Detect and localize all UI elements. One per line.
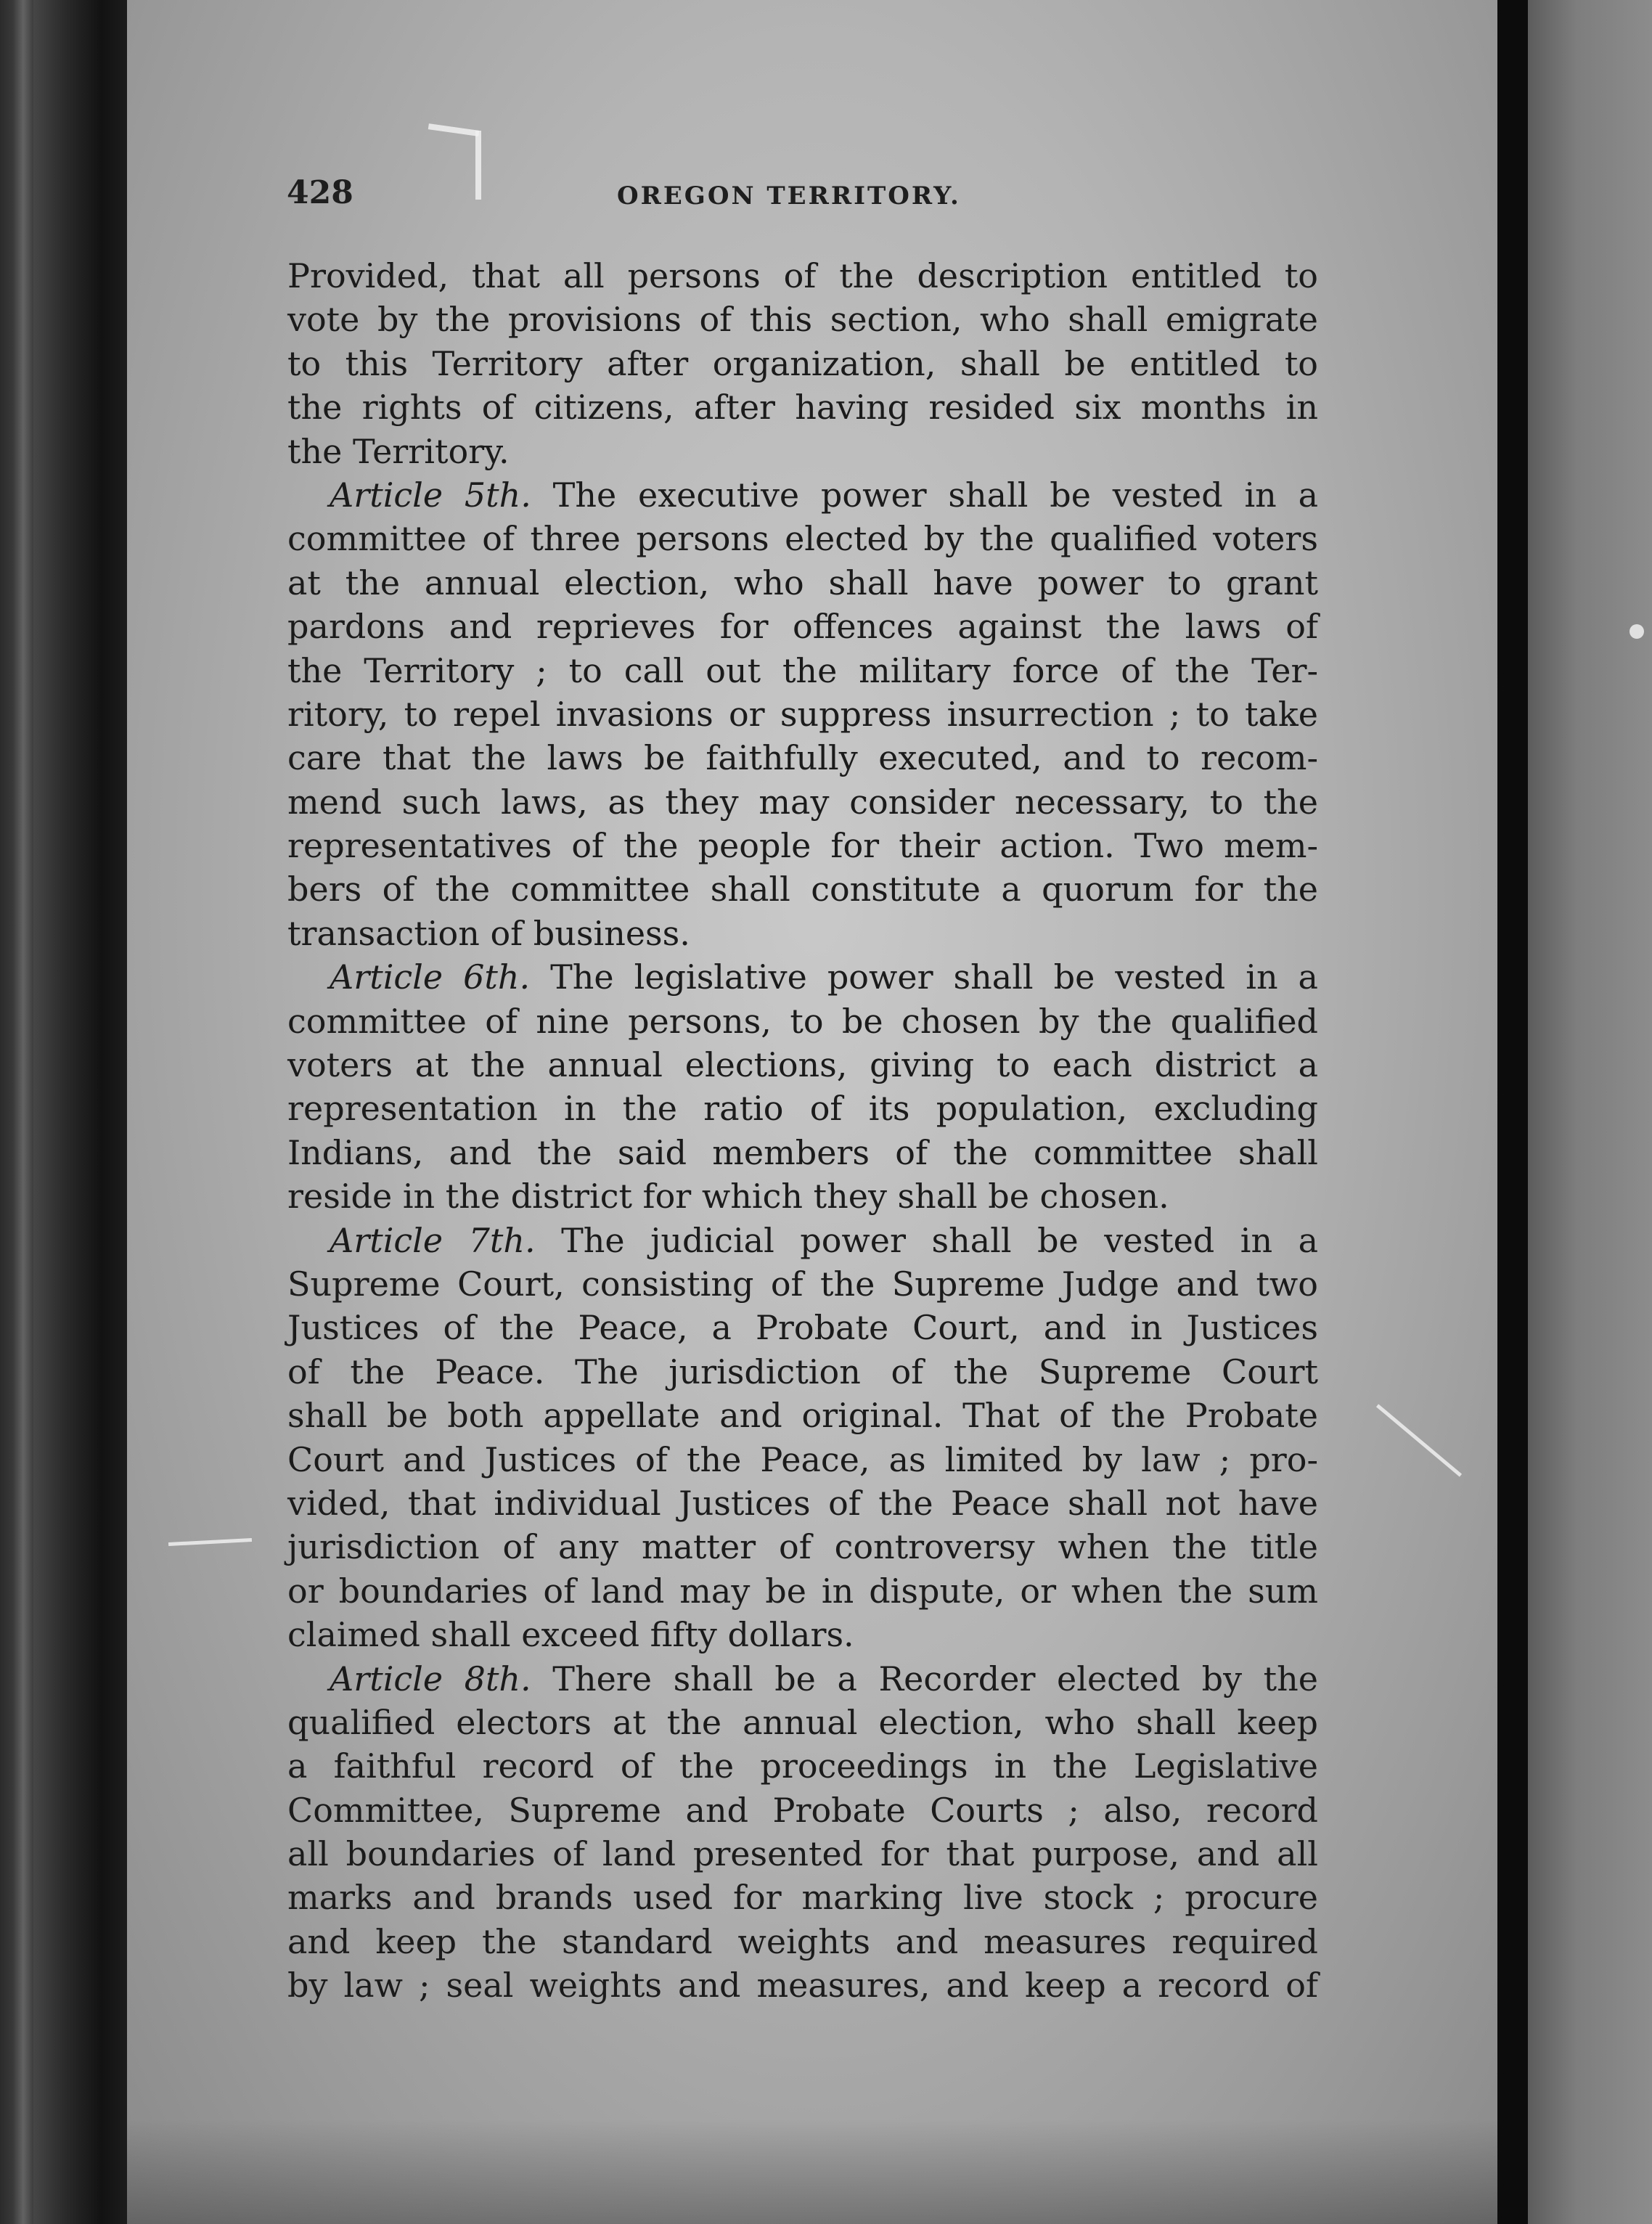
text-line: claimed shall exceed fifty dollars. xyxy=(287,1615,854,1655)
text-line: Committee, Supreme and Probate Courts ; also, record xyxy=(287,1790,1318,1830)
text-line: Justices of the Peace, a Probate Court, and in Justices xyxy=(287,1308,1318,1348)
text-line: representation in the ratio of its population, excluding xyxy=(287,1089,1318,1129)
article-label: Article 5th. xyxy=(330,475,531,515)
facing-page-edge xyxy=(1528,0,1652,2224)
text-line: of the Peace. The jurisdiction of the Supreme Court xyxy=(287,1352,1318,1391)
text-line: and keep the standard weights and measures required xyxy=(287,1921,1318,1961)
article-heading-line: Article 6th. The legislative power shall be vested in a xyxy=(330,957,1318,997)
text-line: by law ; seal weights and measures, and keep a record of xyxy=(287,1966,1318,2006)
text-line: jurisdiction of any matter of controversy when the title xyxy=(287,1527,1318,1567)
article-label: Article 7th. xyxy=(330,1220,536,1260)
text-line: transaction of business. xyxy=(287,913,690,953)
text-line: marks and brands used for marking live stock ; procure xyxy=(287,1878,1318,1918)
text-line: Court and Justices of the Peace, as limited by law ; pro- xyxy=(287,1439,1318,1479)
scratch-mark xyxy=(1629,624,1644,639)
text-line: representatives of the people for their action. Two mem- xyxy=(287,826,1318,866)
text-line: the rights of citizens, after having resided six months in xyxy=(287,388,1318,428)
page-title: OREGON TERRITORY. xyxy=(617,181,961,210)
text-line: pardons and reprieves for offences against the laws of xyxy=(287,607,1318,647)
article-heading-line: Article 7th. The judicial power shall be vested in a xyxy=(330,1220,1318,1260)
text-line: vote by the provisions of this section, who shall emigrate xyxy=(287,300,1318,340)
body-text xyxy=(287,254,1318,2008)
text-line: the Territory ; to call out the military force of the Ter- xyxy=(287,650,1318,690)
text-line: all boundaries of land presented for that purpose, and all xyxy=(287,1834,1318,1874)
text-line: at the annual election, who shall have power to grant xyxy=(287,563,1318,602)
page-number: 428 xyxy=(287,174,353,211)
left-page-edge-strip xyxy=(13,0,33,2224)
running-head xyxy=(287,174,1317,218)
text-line: Indians, and the said members of the committee shall xyxy=(287,1132,1318,1172)
text-line: a faithful record of the proceedings in the Legislative xyxy=(287,1746,1318,1786)
text-line: care that the laws be faithfully executed, and to recom- xyxy=(287,738,1318,778)
text-line: bers of the committee shall constitute a quorum for the xyxy=(287,870,1318,909)
article-heading-line: Article 8th. There shall be a Recorder elected by the xyxy=(330,1659,1318,1698)
text-line: mend such laws, as they may consider necessary, to the xyxy=(287,782,1318,822)
right-gutter-shadow xyxy=(1497,0,1528,2224)
bottom-page-shadow xyxy=(127,2119,1497,2224)
text-line: or boundaries of land may be in dispute, or when the sum xyxy=(287,1571,1318,1611)
article-heading-line: Article 5th. The executive power shall be vested in a xyxy=(330,475,1318,515)
text-line: committee of nine persons, to be chosen by the qualified xyxy=(287,1001,1318,1041)
text-line: Supreme Court, consisting of the Supreme Judge and two xyxy=(287,1264,1318,1304)
article-label: Article 6th. xyxy=(330,957,531,997)
text-line: reside in the district for which they shall be chosen. xyxy=(287,1177,1169,1217)
text-line: vided, that individual Justices of the Peace shall not have xyxy=(287,1483,1318,1523)
text-line: ritory, to repel invasions or suppress insurrection ; to take xyxy=(287,694,1318,734)
text-line: the Territory. xyxy=(287,431,510,471)
article-label: Article 8th. xyxy=(330,1659,531,1698)
text-line: committee of three persons elected by the qualified voters xyxy=(287,519,1318,559)
text-line: shall be both appellate and original. That of the Probate xyxy=(287,1396,1318,1436)
text-line: to this Territory after organization, shall be entitled to xyxy=(287,343,1318,383)
text-line: qualified electors at the annual election, who shall keep xyxy=(287,1702,1318,1742)
text-line: voters at the annual elections, giving to each district a xyxy=(287,1045,1318,1085)
text-line: Provided, that all persons of the description entitled to xyxy=(287,256,1318,295)
